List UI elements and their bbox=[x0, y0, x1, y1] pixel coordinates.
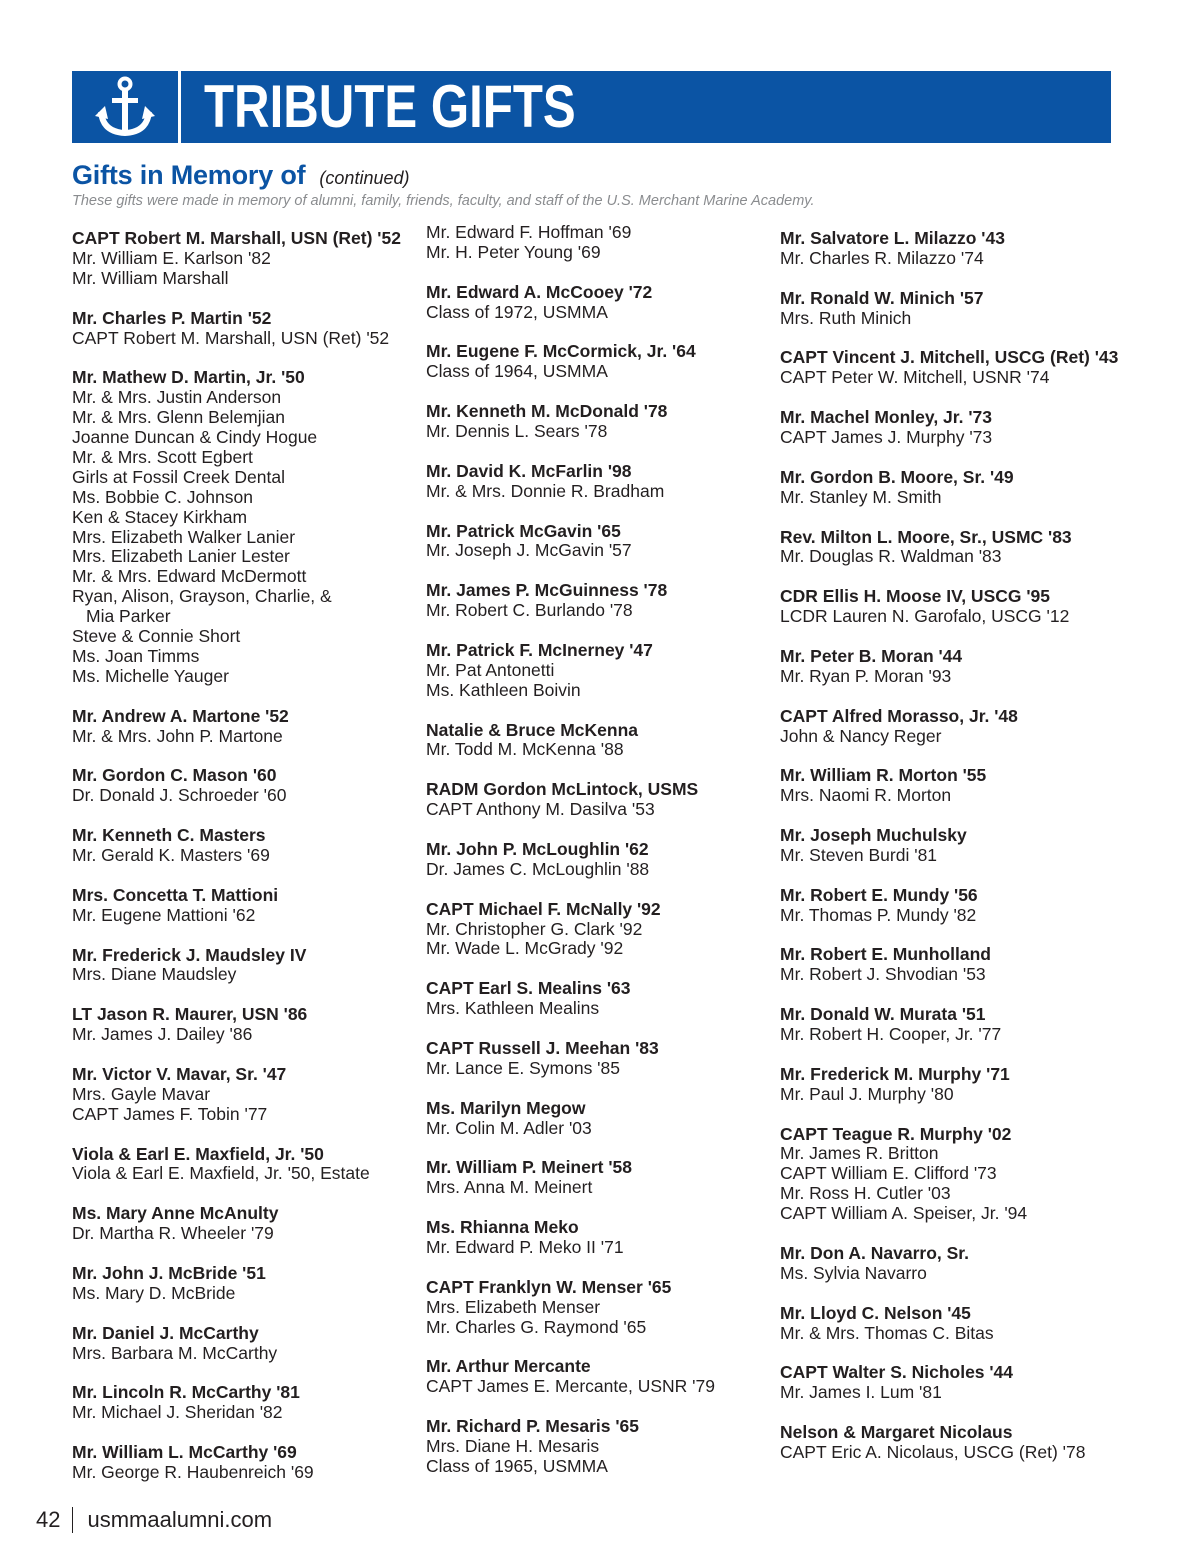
donor-name: CAPT Anthony M. Dasilva '53 bbox=[426, 799, 655, 820]
donor-name: Class of 1965, USMMA bbox=[426, 1455, 608, 1476]
tribute-entry bbox=[426, 522, 776, 562]
donor-name: Mr. Robert J. Shvodian '53 bbox=[780, 964, 986, 985]
donor-name: Mr. Christopher G. Clark '92 bbox=[426, 918, 643, 939]
donor-name: Mr. Steven Burdi '81 bbox=[780, 844, 938, 865]
tribute-entry bbox=[72, 826, 422, 866]
tribute-entry bbox=[426, 641, 776, 701]
donor-name: Mr. Ross H. Cutler '03 bbox=[780, 1183, 951, 1204]
page-footer bbox=[36, 1507, 272, 1533]
donor-name: Mr. Lance E. Symons '85 bbox=[426, 1057, 620, 1078]
honoree-name: Mr. Don A. Navarro, Sr. bbox=[780, 1242, 969, 1263]
donor-name: Joanne Duncan & Cindy Hogue bbox=[72, 427, 318, 448]
section-header bbox=[72, 160, 409, 191]
tribute-entry bbox=[426, 223, 776, 263]
tribute-entry bbox=[426, 1158, 776, 1198]
honoree-name: Natalie & Bruce McKenna bbox=[426, 719, 639, 740]
donor-name: CAPT James E. Mercante, USNR '79 bbox=[426, 1376, 715, 1397]
honoree-name: Mr. Charles P. Martin '52 bbox=[72, 307, 272, 328]
tribute-entry bbox=[426, 342, 776, 382]
donor-name: Mr. James I. Lum '81 bbox=[780, 1382, 942, 1403]
tribute-entry bbox=[426, 581, 776, 621]
donor-name: Dr. Donald J. Schroeder '60 bbox=[72, 785, 287, 806]
honoree-name: Mr. Robert E. Munholland bbox=[780, 944, 991, 965]
tribute-entry bbox=[780, 766, 1130, 806]
honoree-name: Mr. Kenneth M. McDonald '78 bbox=[426, 401, 668, 422]
honoree-name: CAPT Earl S. Mealins '63 bbox=[426, 978, 631, 999]
donor-name: Ms. Joan Timms bbox=[72, 646, 200, 666]
honoree-name: Ms. Rhianna Meko bbox=[426, 1217, 579, 1238]
donor-name: Mr. Thomas P. Mundy '82 bbox=[780, 904, 977, 925]
honoree-name: Mr. Peter B. Moran '44 bbox=[780, 645, 963, 666]
donor-name: Ryan, Alison, Grayson, Charlie, & bbox=[72, 586, 332, 607]
honoree-name: Mr. Gordon B. Moore, Sr. '49 bbox=[780, 466, 1014, 487]
honoree-name: Mr. Lincoln R. McCarthy '81 bbox=[72, 1382, 300, 1403]
tribute-entry bbox=[426, 1039, 776, 1079]
honoree-name: Mr. John P. McLoughlin '62 bbox=[426, 838, 649, 859]
honoree-name: Mr. Machel Monley, Jr. '73 bbox=[780, 407, 992, 428]
donor-name: Mrs. Diane H. Mesaris bbox=[426, 1435, 600, 1456]
tribute-entry bbox=[72, 1264, 422, 1304]
donor-name: Mr. Douglas R. Waldman '83 bbox=[780, 546, 1002, 567]
tribute-entry bbox=[780, 1304, 1130, 1344]
honoree-name: Mr. Gordon C. Mason '60 bbox=[72, 765, 277, 786]
donor-name: Mrs. Elizabeth Lanier Lester bbox=[72, 546, 290, 567]
donor-name: Mr. & Mrs. Thomas C. Bitas bbox=[780, 1322, 994, 1343]
donor-name: Mr. Ryan P. Moran '93 bbox=[780, 665, 952, 686]
tribute-entry bbox=[426, 462, 776, 502]
tribute-entry bbox=[780, 1005, 1130, 1045]
donor-name: Mr. Todd M. McKenna '88 bbox=[426, 739, 624, 760]
tribute-entry bbox=[780, 468, 1130, 508]
tribute-entry bbox=[72, 1443, 422, 1483]
tribute-entry bbox=[72, 886, 422, 926]
donor-name: Mr. Robert H. Cooper, Jr. '77 bbox=[780, 1024, 1002, 1045]
honoree-name: Mr. William R. Morton '55 bbox=[780, 765, 987, 786]
honoree-name: Mr. Frederick M. Murphy '71 bbox=[780, 1063, 1010, 1084]
tribute-entry bbox=[72, 1324, 422, 1364]
honoree-name: Ms. Marilyn Megow bbox=[426, 1097, 586, 1118]
honoree-name: Mr. James P. McGuinness '78 bbox=[426, 580, 668, 601]
donor-name: Girls at Fossil Creek Dental bbox=[72, 466, 285, 487]
column-2 bbox=[426, 223, 776, 1497]
honoree-name: Rev. Milton L. Moore, Sr., USMC '83 bbox=[780, 526, 1072, 547]
donor-name: Dr. Martha R. Wheeler '79 bbox=[72, 1223, 274, 1244]
tribute-entry bbox=[780, 229, 1130, 269]
donor-name: Mrs. Anna M. Meinert bbox=[426, 1177, 593, 1198]
honoree-name: Mr. Mathew D. Martin, Jr. '50 bbox=[72, 367, 305, 388]
donor-name: CAPT Robert M. Marshall, USN (Ret) '52 bbox=[72, 327, 390, 348]
tribute-entry bbox=[426, 1417, 776, 1477]
honoree-name: Mr. Eugene F. McCormick, Jr. '64 bbox=[426, 341, 696, 362]
honoree-name: Mr. Lloyd C. Nelson '45 bbox=[780, 1302, 971, 1323]
donor-name: Dr. James C. McLoughlin '88 bbox=[426, 858, 650, 879]
donor-name: Ms. Mary D. McBride bbox=[72, 1282, 236, 1303]
tribute-entry bbox=[426, 979, 776, 1019]
honoree-name: CAPT Michael F. McNally '92 bbox=[426, 898, 661, 919]
honoree-name: Mr. Patrick McGavin '65 bbox=[426, 520, 621, 541]
tribute-entry bbox=[780, 408, 1130, 448]
column-3 bbox=[780, 229, 1130, 1483]
honoree-name: Mr. Kenneth C. Masters bbox=[72, 825, 266, 846]
donor-name: Mr. H. Peter Young '69 bbox=[426, 241, 601, 262]
donor-name: Ms. Bobbie C. Johnson bbox=[72, 486, 253, 507]
honoree-name: CAPT Franklyn W. Menser '65 bbox=[426, 1276, 672, 1297]
tribute-entry bbox=[780, 348, 1130, 388]
donor-name: CAPT William E. Clifford '73 bbox=[780, 1163, 997, 1184]
donor-name: CAPT James F. Tobin '77 bbox=[72, 1103, 268, 1124]
footer-divider bbox=[72, 1507, 73, 1533]
donor-name: Mr. James J. Dailey '86 bbox=[72, 1024, 253, 1045]
donor-name: Mr. & Mrs. John P. Martone bbox=[72, 725, 283, 746]
honoree-name: RADM Gordon McLintock, USMS bbox=[426, 779, 699, 800]
donor-name: Class of 1964, USMMA bbox=[426, 361, 608, 382]
tribute-entry bbox=[72, 1145, 422, 1185]
donor-name: Mr. Wade L. McGrady '92 bbox=[426, 938, 624, 959]
donor-name: CAPT William A. Speiser, Jr. '94 bbox=[780, 1203, 1028, 1224]
honoree-name: Mr. Richard P. Mesaris '65 bbox=[426, 1416, 639, 1437]
honoree-name: CAPT Walter S. Nicholes '44 bbox=[780, 1362, 1014, 1383]
donor-name: Mr. George R. Haubenreich '69 bbox=[72, 1461, 314, 1482]
honoree-name: CAPT Robert M. Marshall, USN (Ret) '52 bbox=[72, 228, 401, 248]
honoree-name: Mr. William P. Meinert '58 bbox=[426, 1157, 632, 1178]
honoree-name: Mr. Edward A. McCooey '72 bbox=[426, 281, 653, 302]
donor-name: CAPT Eric A. Nicolaus, USCG (Ret) '78 bbox=[780, 1441, 1086, 1462]
tribute-entry bbox=[780, 1363, 1130, 1403]
honoree-name: CAPT Alfred Morasso, Jr. '48 bbox=[780, 705, 1018, 726]
honoree-name: CDR Ellis H. Moose IV, USCG '95 bbox=[780, 586, 1050, 607]
tribute-entry bbox=[780, 886, 1130, 926]
section-heading: Gifts in Memory of bbox=[72, 160, 306, 190]
donor-name: Mr. Edward F. Hoffman '69 bbox=[426, 222, 632, 242]
honoree-name: Nelson & Margaret Nicolaus bbox=[780, 1422, 1013, 1443]
honoree-name: Mr. Robert E. Mundy '56 bbox=[780, 884, 978, 905]
donor-name: Mr. & Mrs. Donnie R. Bradham bbox=[426, 480, 665, 501]
donor-name: Mrs. Ruth Minich bbox=[780, 307, 912, 328]
tribute-entry bbox=[72, 309, 422, 349]
honoree-name: Mr. Donald W. Murata '51 bbox=[780, 1004, 986, 1025]
honoree-name: Mr. William L. McCarthy '69 bbox=[72, 1442, 297, 1463]
honoree-name: LT Jason R. Maurer, USN '86 bbox=[72, 1004, 308, 1025]
tribute-entry bbox=[780, 945, 1130, 985]
donor-name: Mr. Pat Antonetti bbox=[426, 659, 555, 680]
tribute-entry bbox=[780, 1125, 1130, 1225]
honoree-name: Viola & Earl E. Maxfield, Jr. '50 bbox=[72, 1143, 324, 1164]
honoree-name: Mrs. Concetta T. Mattioni bbox=[72, 884, 279, 905]
page-number: 42 bbox=[36, 1507, 61, 1532]
honoree-name: CAPT Teague R. Murphy '02 bbox=[780, 1123, 1012, 1144]
donor-name: Ms. Michelle Yauger bbox=[72, 665, 229, 686]
tribute-entry bbox=[780, 1065, 1130, 1105]
column-1 bbox=[72, 229, 422, 1503]
donor-name: Mr. Colin M. Adler '03 bbox=[426, 1117, 592, 1138]
donor-name: Mrs. Kathleen Mealins bbox=[426, 998, 600, 1019]
donor-name: Mr. Dennis L. Sears '78 bbox=[426, 421, 608, 442]
honoree-name: Mr. David K. McFarlin '98 bbox=[426, 460, 632, 481]
continued-label: (continued) bbox=[319, 168, 410, 188]
honoree-name: Mr. Patrick F. McInerney '47 bbox=[426, 639, 653, 660]
tribute-entry bbox=[780, 587, 1130, 627]
tribute-entry bbox=[780, 826, 1130, 866]
donor-name: LCDR Lauren N. Garofalo, USCG '12 bbox=[780, 606, 1070, 627]
donor-name: John & Nancy Reger bbox=[780, 725, 942, 746]
tribute-entry bbox=[72, 368, 422, 687]
donor-name: CAPT Peter W. Mitchell, USNR '74 bbox=[780, 367, 1050, 388]
tribute-entry bbox=[72, 1065, 422, 1125]
honoree-name: Mr. Andrew A. Martone '52 bbox=[72, 705, 289, 726]
tribute-entry bbox=[426, 721, 776, 761]
tribute-entry bbox=[426, 1357, 776, 1397]
honoree-name: Mr. Salvatore L. Milazzo '43 bbox=[780, 228, 1005, 248]
tribute-entry bbox=[780, 647, 1130, 687]
tribute-entry bbox=[72, 766, 422, 806]
donor-name: Mr. Paul J. Murphy '80 bbox=[780, 1083, 954, 1104]
banner-divider bbox=[178, 71, 181, 143]
donor-name: Mr. Michael J. Sheridan '82 bbox=[72, 1402, 283, 1423]
donor-name: Mr. James R. Britton bbox=[780, 1143, 939, 1164]
tribute-gifts-banner bbox=[72, 71, 1111, 143]
tribute-entry bbox=[780, 1423, 1130, 1463]
honoree-name: Mr. Daniel J. McCarthy bbox=[72, 1322, 259, 1343]
tribute-entry bbox=[426, 1278, 776, 1338]
donor-name: Mr. & Mrs. Justin Anderson bbox=[72, 387, 282, 408]
donor-name: Mr. William Marshall bbox=[72, 267, 229, 288]
honoree-name: Mr. Joseph Muchulsky bbox=[780, 825, 967, 846]
honoree-name: CAPT Vincent J. Mitchell, USCG (Ret) '43 bbox=[780, 347, 1119, 368]
donor-name: Mr. & Mrs. Edward McDermott bbox=[72, 566, 307, 587]
honoree-name: Mr. Frederick J. Maudsley IV bbox=[72, 944, 307, 965]
footer-site: usmmaalumni.com bbox=[87, 1507, 273, 1532]
donor-name: Viola & Earl E. Maxfield, Jr. '50, Estate bbox=[72, 1163, 370, 1184]
donor-name: Ken & Stacey Kirkham bbox=[72, 506, 248, 527]
tribute-entry bbox=[72, 1204, 422, 1244]
donor-name: Mr. Gerald K. Masters '69 bbox=[72, 845, 270, 866]
honoree-name: CAPT Russell J. Meehan '83 bbox=[426, 1037, 659, 1058]
tribute-entry bbox=[72, 1383, 422, 1423]
donor-name: Mr. Stanley M. Smith bbox=[780, 486, 942, 507]
donor-name: Mr. William E. Karlson '82 bbox=[72, 247, 271, 268]
donor-name: Mr. Charles R. Milazzo '74 bbox=[780, 247, 984, 268]
donor-name: Steve & Connie Short bbox=[72, 626, 241, 647]
donor-name: Mr. Robert C. Burlando '78 bbox=[426, 600, 633, 621]
tribute-entry bbox=[780, 1244, 1130, 1284]
donor-name: Mrs. Gayle Mavar bbox=[72, 1083, 211, 1104]
donor-name: CAPT James J. Murphy '73 bbox=[780, 427, 993, 448]
tribute-entry bbox=[426, 1099, 776, 1139]
donor-name: Mr. Edward P. Meko II '71 bbox=[426, 1236, 624, 1257]
donor-name: Mrs. Elizabeth Walker Lanier bbox=[72, 526, 296, 547]
tribute-entry bbox=[426, 283, 776, 323]
donor-name: Mr. Joseph J. McGavin '57 bbox=[426, 540, 632, 561]
donor-name: Ms. Kathleen Boivin bbox=[426, 679, 581, 700]
donor-name: Class of 1972, USMMA bbox=[426, 301, 608, 322]
tribute-entry bbox=[780, 707, 1130, 747]
donor-name: Mrs. Barbara M. McCarthy bbox=[72, 1342, 278, 1363]
tribute-entry bbox=[72, 1005, 422, 1045]
honoree-name: Ms. Mary Anne McAnulty bbox=[72, 1203, 279, 1224]
donor-name: Mr. Eugene Mattioni '62 bbox=[72, 904, 256, 925]
section-subtitle: These gifts were made in memory of alumni, family, friends, faculty, and staff of the U.S. Merchant Marine Academy. bbox=[72, 193, 815, 209]
donor-name: Mrs. Elizabeth Menser bbox=[426, 1296, 601, 1317]
tribute-entry bbox=[426, 780, 776, 820]
donor-name: Mr. Charles G. Raymond '65 bbox=[426, 1316, 647, 1337]
tribute-entry bbox=[426, 402, 776, 442]
tribute-entry bbox=[72, 946, 422, 986]
honoree-name: Mr. Ronald W. Minich '57 bbox=[780, 287, 984, 308]
donor-name: Mr. & Mrs. Scott Egbert bbox=[72, 446, 253, 467]
donor-name: Mrs. Diane Maudsley bbox=[72, 964, 237, 985]
tribute-entry bbox=[426, 840, 776, 880]
tribute-entry bbox=[426, 1218, 776, 1258]
honoree-name: Mr. Arthur Mercante bbox=[426, 1356, 591, 1377]
honoree-name: Mr. Victor V. Mavar, Sr. '47 bbox=[72, 1063, 287, 1084]
tribute-entry bbox=[426, 900, 776, 960]
banner-title: TRIBUTE GIFTS bbox=[204, 73, 576, 140]
donor-name: Mia Parker bbox=[86, 606, 171, 627]
donor-name: Mrs. Naomi R. Morton bbox=[780, 785, 952, 806]
tribute-entry bbox=[780, 289, 1130, 329]
donor-name: Mr. & Mrs. Glenn Belemjian bbox=[72, 407, 285, 428]
anchor-icon bbox=[72, 71, 178, 143]
tribute-entry bbox=[72, 707, 422, 747]
donor-name: Ms. Sylvia Navarro bbox=[780, 1262, 927, 1283]
honoree-name: Mr. John J. McBride '51 bbox=[72, 1262, 266, 1283]
tribute-entry bbox=[72, 229, 422, 289]
tribute-entry bbox=[780, 528, 1130, 568]
